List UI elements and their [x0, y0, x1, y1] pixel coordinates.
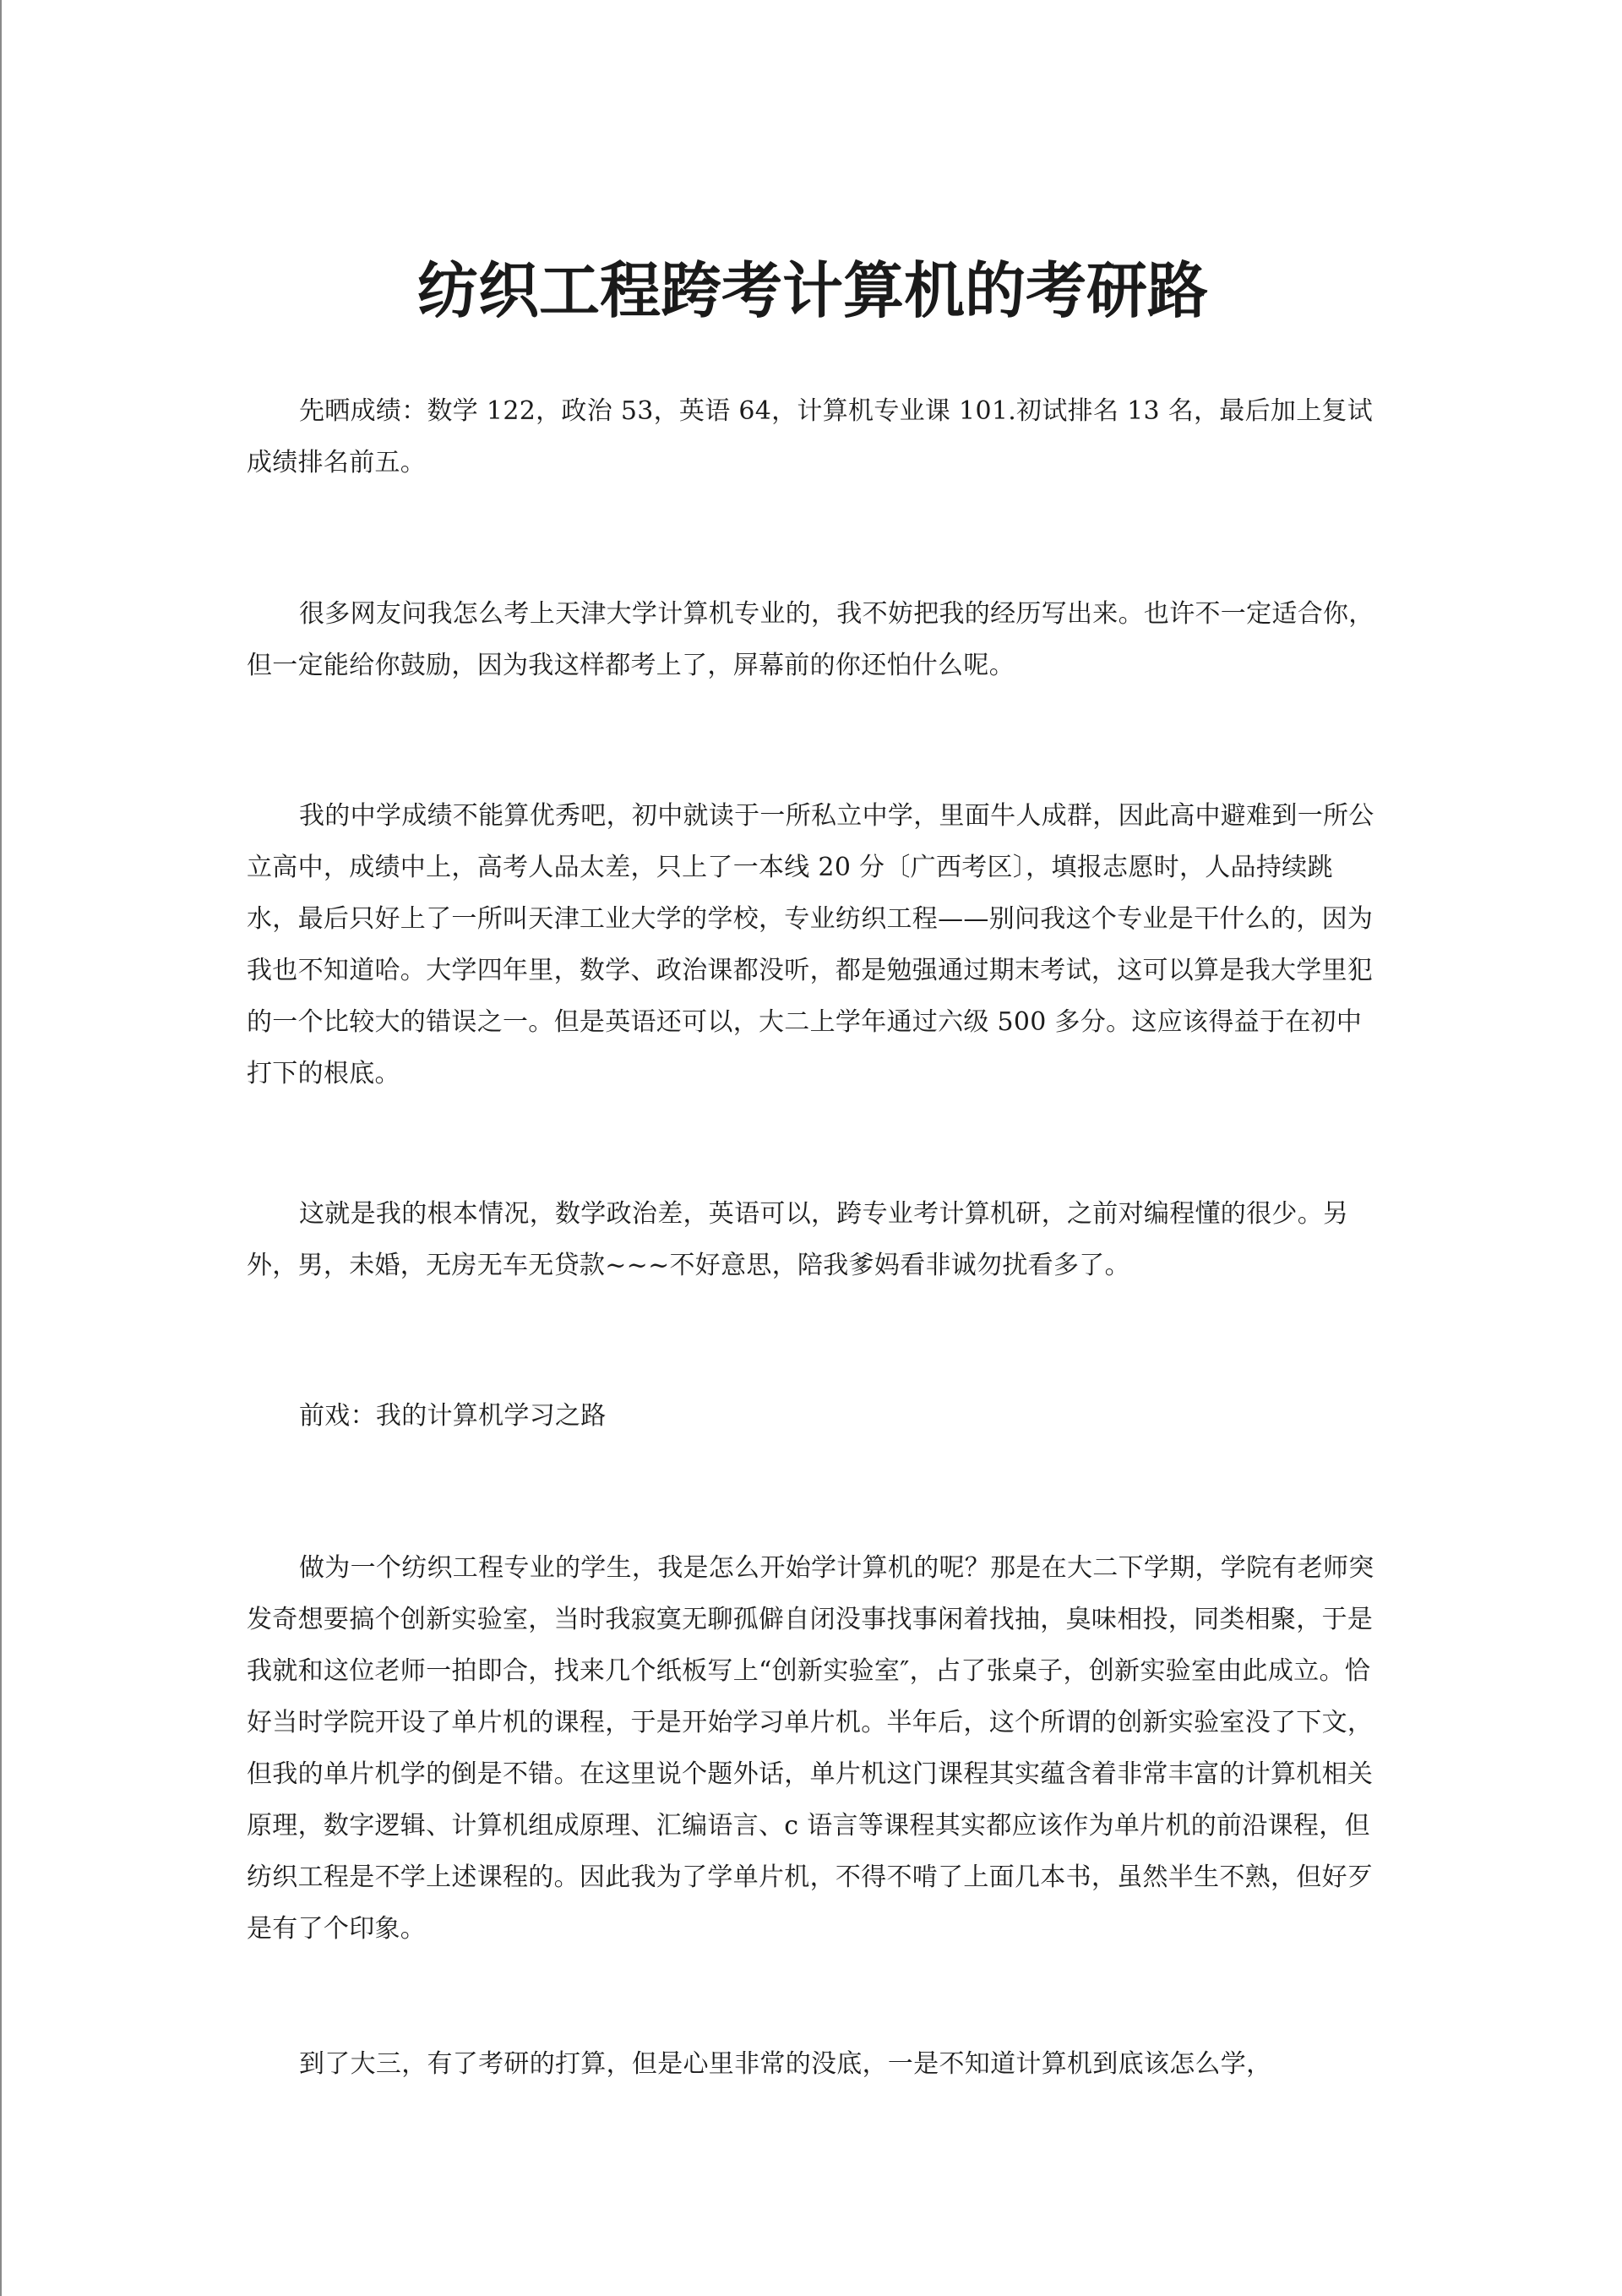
document-title: 纺织工程跨考计算机的考研路 [416, 254, 1208, 326]
section-heading: 前戏：我的计算机学习之路 [299, 1401, 607, 1431]
paragraph-summary: 这就是我的根本情况，数学政治差，英语可以，跨专业考计算机研，之前对编程懂的很少。另外，男，未婚，无房无车无贷款~~~不好意思，陪我爹妈看非诚勿扰看多了。 [247, 1199, 1349, 1280]
paragraph-background: 我的中学成绩不能算优秀吧，初中就读于一所私立中学，里面牛人成群，因此高中避难到一所公立高中，成绩中上，高考人品太差，只上了一本线 20 分〔广西考区〕，填报志愿时，人品持续跳水，最后只好上了一所叫天津工业大学的学校，专业纺织工程——别问我这个专业是干什么的，因为我也不知道哈。大学四年里，数学、政治课都没听，都是勉强通过期末考试，这可以算是我大学里犯的一个比较大的错误之一。但是英语还可以，大二上学年通过六级 500 多分。这应该得益于在初中打下的根底。 [247, 801, 1374, 1088]
paragraph-scores: 先晒成绩：数学 122，政治 53，英语 64，计算机专业课 101.初试排名 13 名，最后加上复试成绩排名前五。 [247, 396, 1374, 477]
paragraph-learning: 做为一个纺织工程专业的学生，我是怎么开始学计算机的呢？那是在大二下学期，学院有老师突发奇想要搞个创新实验室，当时我寂寞无聊孤僻自闭没事找事闲着找抽，臭味相投，同类相聚，于是我就和这位老师一拍即合，找来几个纸板写上“创新实验室″，占了张桌子，创新实验室由此成立。恰好当时学院开设了单片机的课程，于是开始学习单片机。半年后，这个所谓的创新实验室没了下文，但我的单片机学的倒是不错。在这里说个题外话，单片机这门课程其实蕴含着非常丰富的计算机相关原理，数字逻辑、计算机组成原理、汇编语言、c 语言等课程其实都应该作为单片机的前沿课程，但纺织工程是不学上述课程的。因此我为了学单片机，不得不啃了上面几本书，虽然半生不熟，但好歹是有了个印象。 [247, 1553, 1374, 1944]
paragraph-junior-year: 到了大三，有了考研的打算，但是心里非常的没底，一是不知道计算机到底该怎么学， [299, 2049, 1272, 2079]
paragraph-intro: 很多网友问我怎么考上天津大学计算机专业的，我不妨把我的经历写出来。也许不一定适合你，但一定能给你鼓励，因为我这样都考上了，屏幕前的你还怕什么呢。 [247, 599, 1374, 680]
